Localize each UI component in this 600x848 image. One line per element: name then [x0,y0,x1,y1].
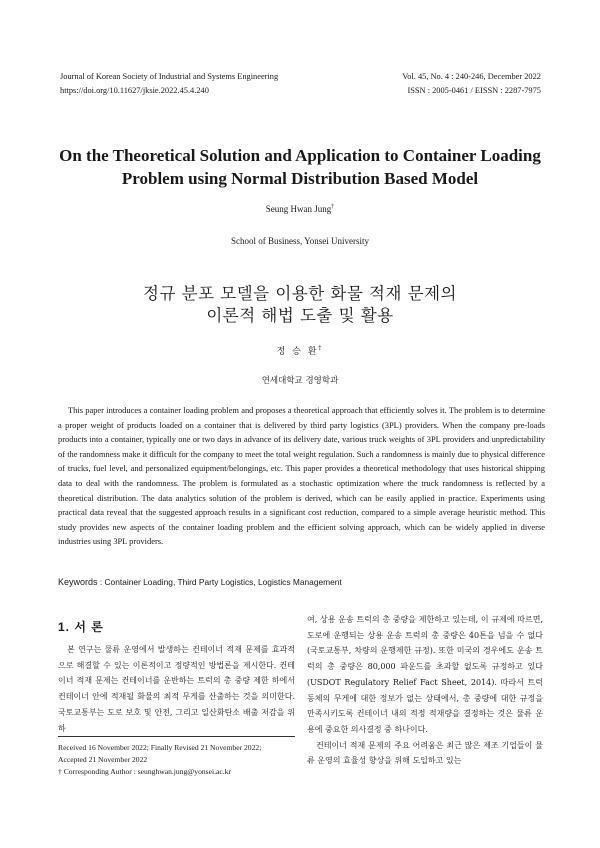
korean-affiliation: 연세대학교 경영학과 [261,376,339,386]
section-heading-introduction: 1. 서 론 [58,620,104,634]
doi-link[interactable]: https://doi.org/10.11627/jksie.2022.45.4.240 [60,86,209,95]
english-title: On the Theoretical Solution and Application to Container Loading Problem using Normal Distribution Based Model [59,146,541,188]
korean-title-line1: 정규 분포 모델을 이용한 화물 적재 문제의 [143,284,457,303]
footnote-divider [58,736,295,737]
intro-right-para-1: 여, 상용 운송 트럭의 총 중량을 제한하고 있는데, 이 규제에 따르면, 도로에 운행되는 상용 운송 트럭의 총 중량은 40톤을 넘을 수 없다(국토교통부, 차량의 운행제한 규정). 또한 미국의 경우에도 운송 트럭의 총 중량은 80,000 파운드를 초과할 없도록 규정하고 있다(USDOT Regulatory Relief Fact Sheet, 2014). 따라서 트럭 동체의 무게에 대한 정보가 없는 상태에서, 총 중량에 대한 규정을 만족시키도록 컨테이너 내의 적정 적재량을 결정하는 것은 물류 운용에 중요한 의사결정 중 하나이다. [307,615,543,734]
english-author-name: Seung Hwan Jung [265,204,332,214]
keywords [58,577,545,587]
journal-name: Journal of Korean Society of Industrial and Systems Engineering [60,72,279,81]
abstract: This paper introduces a container loading problem and proposes a theoretical approach that efficiently solves it. The problem is to determine a proper weight of products loaded on a container that is delivered by third party logistics (3PL) providers. When the company pre-loads products into a container, typically one or two days in advance of its delivery date, various truck weights of 3PL providers and unpredictability of the randomness make it difficult for the company to meet the total weight regulation. Such a randomness is mainly due to physical difference of trucks, fuel level, and personalized equipment/belongings, etc. This paper provides a theoretical methodology that uses historical shipping data to deal with the randomness. The problem is formulated as a stochastic optimization where the truck randomness is reflected by a theoretical distribution. The data analytics solution of the problem is derived, which can be easily applied in practice. Experiments using practical data reveal that the suggested approach results in a significant cost reduction, compared to a simple average heuristic method. This study provides new aspects of the container loading problem and the efficient solving approach, which can be widely applied in diverse industries using 3PL providers. [58,405,545,547]
keywords-label: Keywords [58,577,98,587]
korean-author [0,344,600,357]
journal-header-left [60,70,278,98]
footnote-received: Received 16 November 2022; Finally Revised 21 November 2022; [58,743,262,752]
english-author [0,204,600,214]
footnote-corresponding: † Corresponding Author : seunghwan.jung@yonsei.ac.kr [58,767,231,777]
intro-right-column [307,612,543,769]
author-dagger: † [331,204,335,210]
keywords-list: : Container Loading, Third Party Logistics, Logistics Management [99,577,342,587]
korean-author-name: 정 승 환 [276,347,319,357]
journal-header-right [402,70,541,98]
footnote [58,742,298,779]
korean-title [0,283,600,327]
intro-right-para-2: 컨테이너 적재 문제의 주요 어려움은 최근 많은 제조 기업들이 물류 운영의 효율성 향상을 위해 도입하고 있는 [307,740,543,766]
footnote-accepted: Accepted 21 November 2022 [58,755,148,765]
korean-author-dagger: † [318,345,324,352]
volume-info: Vol. 45, No. 4 : 240-246, December 2022 [402,72,541,81]
intro-left-column: 본 연구는 물류 운영에서 발생하는 컨테이너 적재 문제를 효과적으로 해결할 수 있는 이론적이고 정량적인 방법론을 제시한다. 컨테이너 적재 문제는 컨테이너를 운반하는 트럭의 총 중량 제한 하에서 컨테이너 안에 적재될 화물의 최적 무게를 산출하는 것을 의미한다. 국토교통부는 도로 보호 및 안전, 그리고 일산화탄소 배출 저감을 위하 [58,645,295,733]
korean-title-line2: 이론적 해법 도출 및 활용 [206,306,394,325]
english-affiliation: School of Business, Yonsei University [230,236,369,246]
issn-info: ISSN : 2005-0461 / EISSN : 2287-7975 [407,86,541,95]
